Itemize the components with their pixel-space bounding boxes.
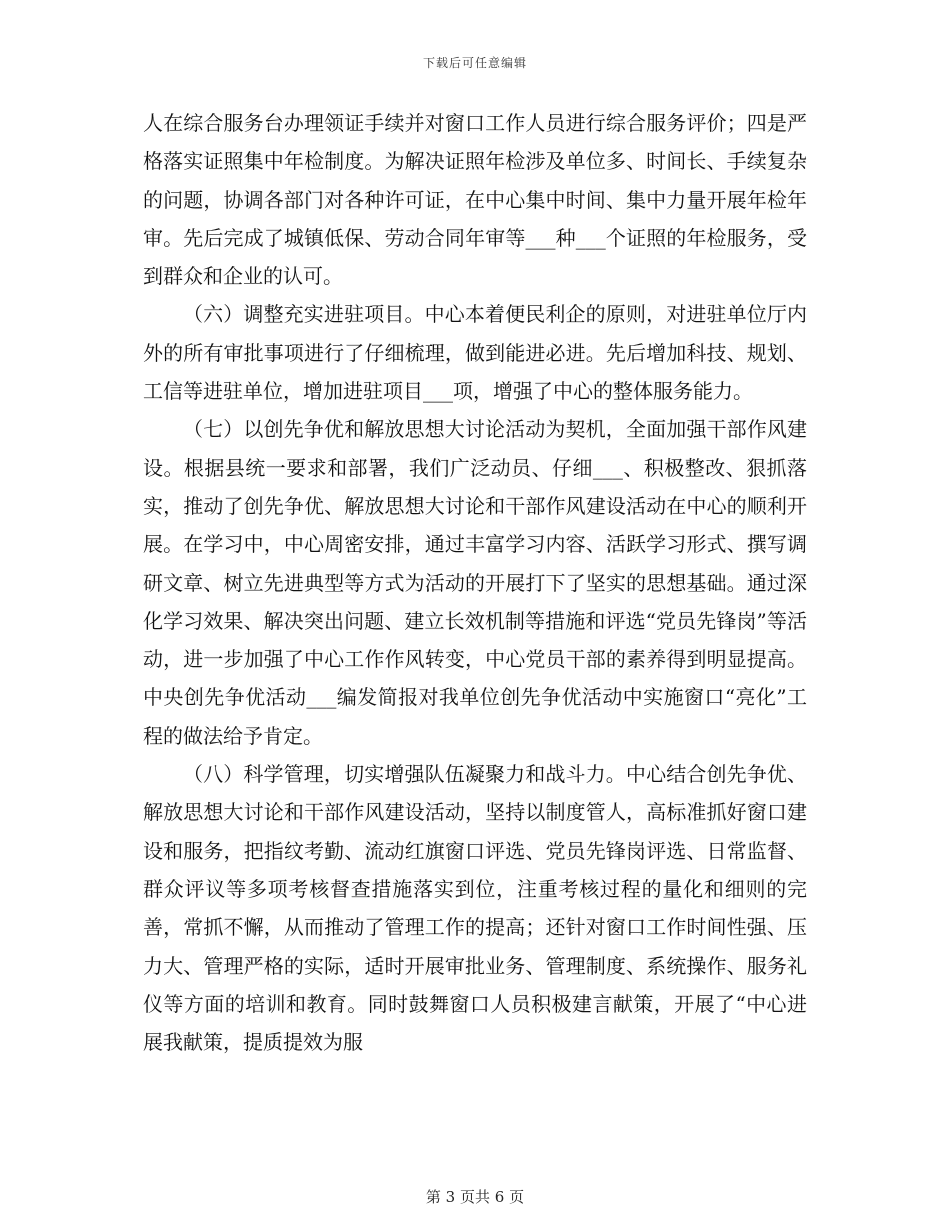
body-text bbox=[143, 104, 807, 1061]
page-footer: 第 3 页共 6 页 bbox=[425, 1188, 525, 1206]
paragraph-4: （八）科学管理，切实增强队伍凝聚力和战斗力。中心结合创先争优、解放思想大讨论和干部作风建设活动，坚持以制度管人，高标准抓好窗口建设和服务，把指纹考勤、流动红旗窗口评选、党员先锋岗评选、日常监督、群众评议等多项考核督查措施落实到位，注重考核过程的量化和细则的完善，常抓不懈，从而推动了管理工作的提高；还针对窗口工作时间性强、压力大、管理严格的实际，适时开展审批业务、管理制度、系统操作、服务礼仪等方面的培训和教育。同时鼓舞窗口人员积极建言献策，开展了“中心进展我献策，提质提效为服 bbox=[143, 762, 807, 1055]
paragraph-1: 人在综合服务台办理领证手续并对窗口工作人员进行综合服务评价；四是严格落实证照集中年检制度。为解决证照年检涉及单位多、时间长、手续复杂的问题，协调各部门对各种许可证，在中心集中时间、集中力量开展年检年审。先后完成了城镇低保、劳动合同年审等___种___个证照的年检服务，受到群众和企业的认可。 bbox=[143, 111, 807, 289]
page-header: 下载后可任意编辑 bbox=[422, 56, 527, 70]
paragraph-3: （七）以创先争优和解放思想大讨论活动为契机，全面加强干部作风建设。根据县统一要求和部署，我们广泛动员、仔细___、积极整改、狠抓落实，推动了创先争优、解放思想大讨论和干部作风建设活动在中心的顺利开展。在学习中，中心周密安排，通过丰富学习内容、活跃学习形式、撰写调研文章、树立先进典型等方式为活动的开展打下了坚实的思想基础。通过深化学习效果、解决突出问题、建立长效机制等措施和评选“党员先锋岗”等活动，进一步加强了中心工作作风转变，中心党员干部的素养得到明显提高。中央创先争优活动___编发简报对我单位创先争优活动中实施窗口“亮化”工程的做法给予肯定。 bbox=[143, 417, 807, 748]
paragraph-2: （六）调整充实进驻项目。中心本着便民利企的原则，对进驻单位厅内外的所有审批事项进行了仔细梳理，做到能进必进。先后增加科技、规划、工信等进驻单位，增加进驻项目___项，增强了中心的整体服务能力。 bbox=[143, 302, 807, 404]
